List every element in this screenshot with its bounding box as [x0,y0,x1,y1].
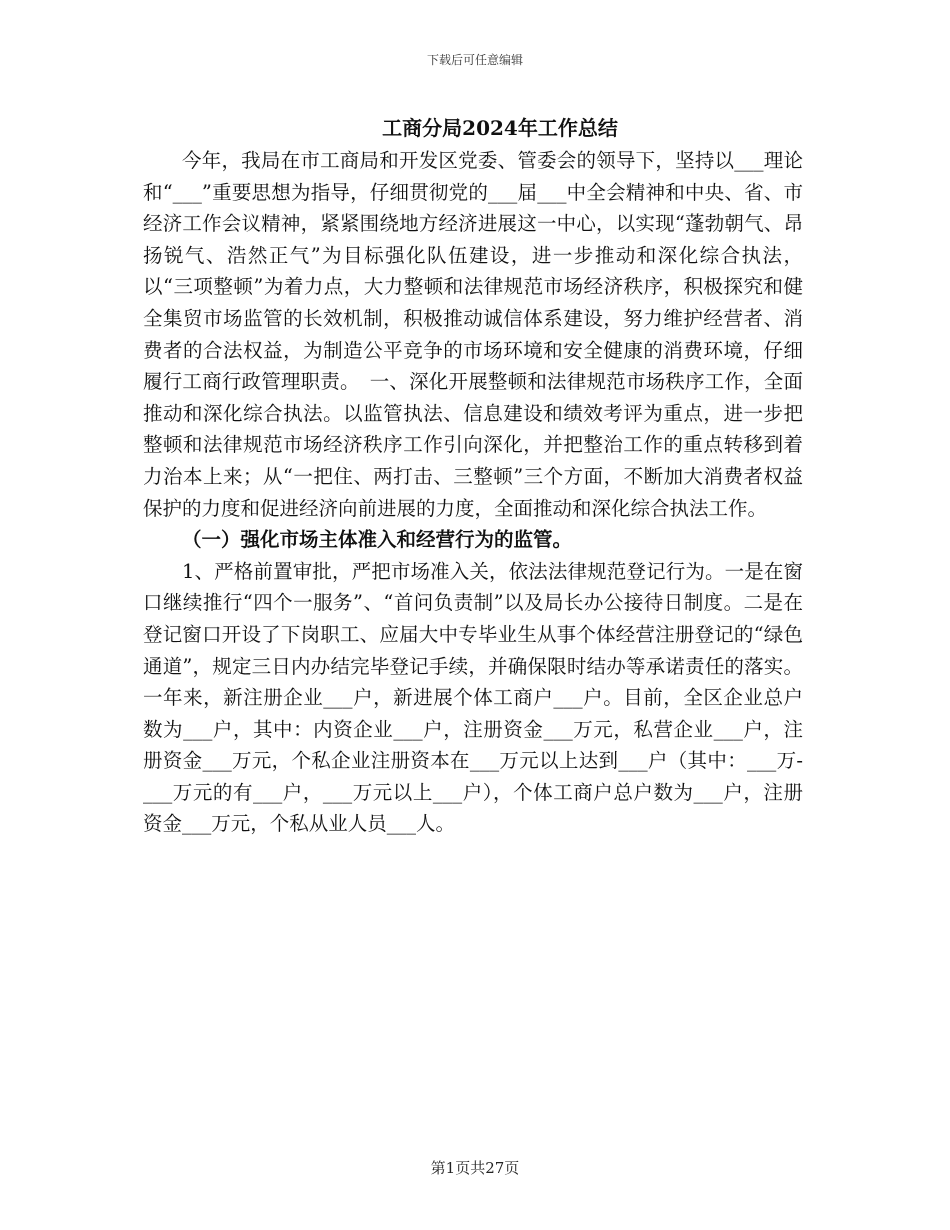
page-header-note: 下载后可任意编辑 [426,53,523,67]
section-heading: （一）强化市场主体准入和经营行为的监管。 [182,528,573,552]
page-number: 第1页共27页 [430,1159,520,1177]
body-paragraph: 1、严格前置审批，严把市场准入关，依法法律规范登记行为。一是在窗口继续推行“四个一服务”、“首问负责制”以及局长办公接待日制度。二是在登记窗口开设了下岗职工、应届大中专毕业生从事个体经营注册登记的“绿色通道”，规定三日内办结完毕登记手续，并确保限时结办等承诺责任的落实。一年来，新注册企业___户，新进展个体工商户___户。目前，全区企业总户数为___户，其中：内资企业___户，注册资金___万元，私营企业___户，注册资金___万元，个私企业注册资本在___万元以上达到___户（其中：___万-___万元的有___户，___万元以上___户），个体工商户总户数为___户，注册资金___万元，个私从业人员___人。 [143,559,803,836]
document-title: 工商分局2024年工作总结 [382,116,618,140]
intro-paragraph: 今年，我局在市工商局和开发区党委、管委会的领导下，坚持以___理论和“___”重要思想为指导，仔细贯彻党的___届___中全会精神和中央、省、市经济工作会议精神，紧紧围绕地方经济进展这一中心，以实现“蓬勃朝气、昂扬锐气、浩然正气”为目标强化队伍建设，进一步推动和深化综合执法，以“三项整顿”为着力点，大力整顿和法律规范市场经济秩序，积极探究和健全集贸市场监管的长效机制，积极推动诚信体系建设，努力维护经营者、消费者的合法权益，为制造公平竞争的市场环境和安全健康的消费环境，仔细履行工商行政管理职责。 一、深化开展整顿和法律规范市场秩序工作，全面推动和深化综合执法。以监管执法、信息建设和绩效考评为重点，进一步把整顿和法律规范市场经济秩序工作引向深化，并把整治工作的重点转移到着力治本上来；从“一把住、两打击、三整顿”三个方面，不断加大消费者权益保护的力度和促进经济向前进展的力度，全面推动和深化综合执法工作。 [143,149,803,520]
document-body [143,145,803,840]
